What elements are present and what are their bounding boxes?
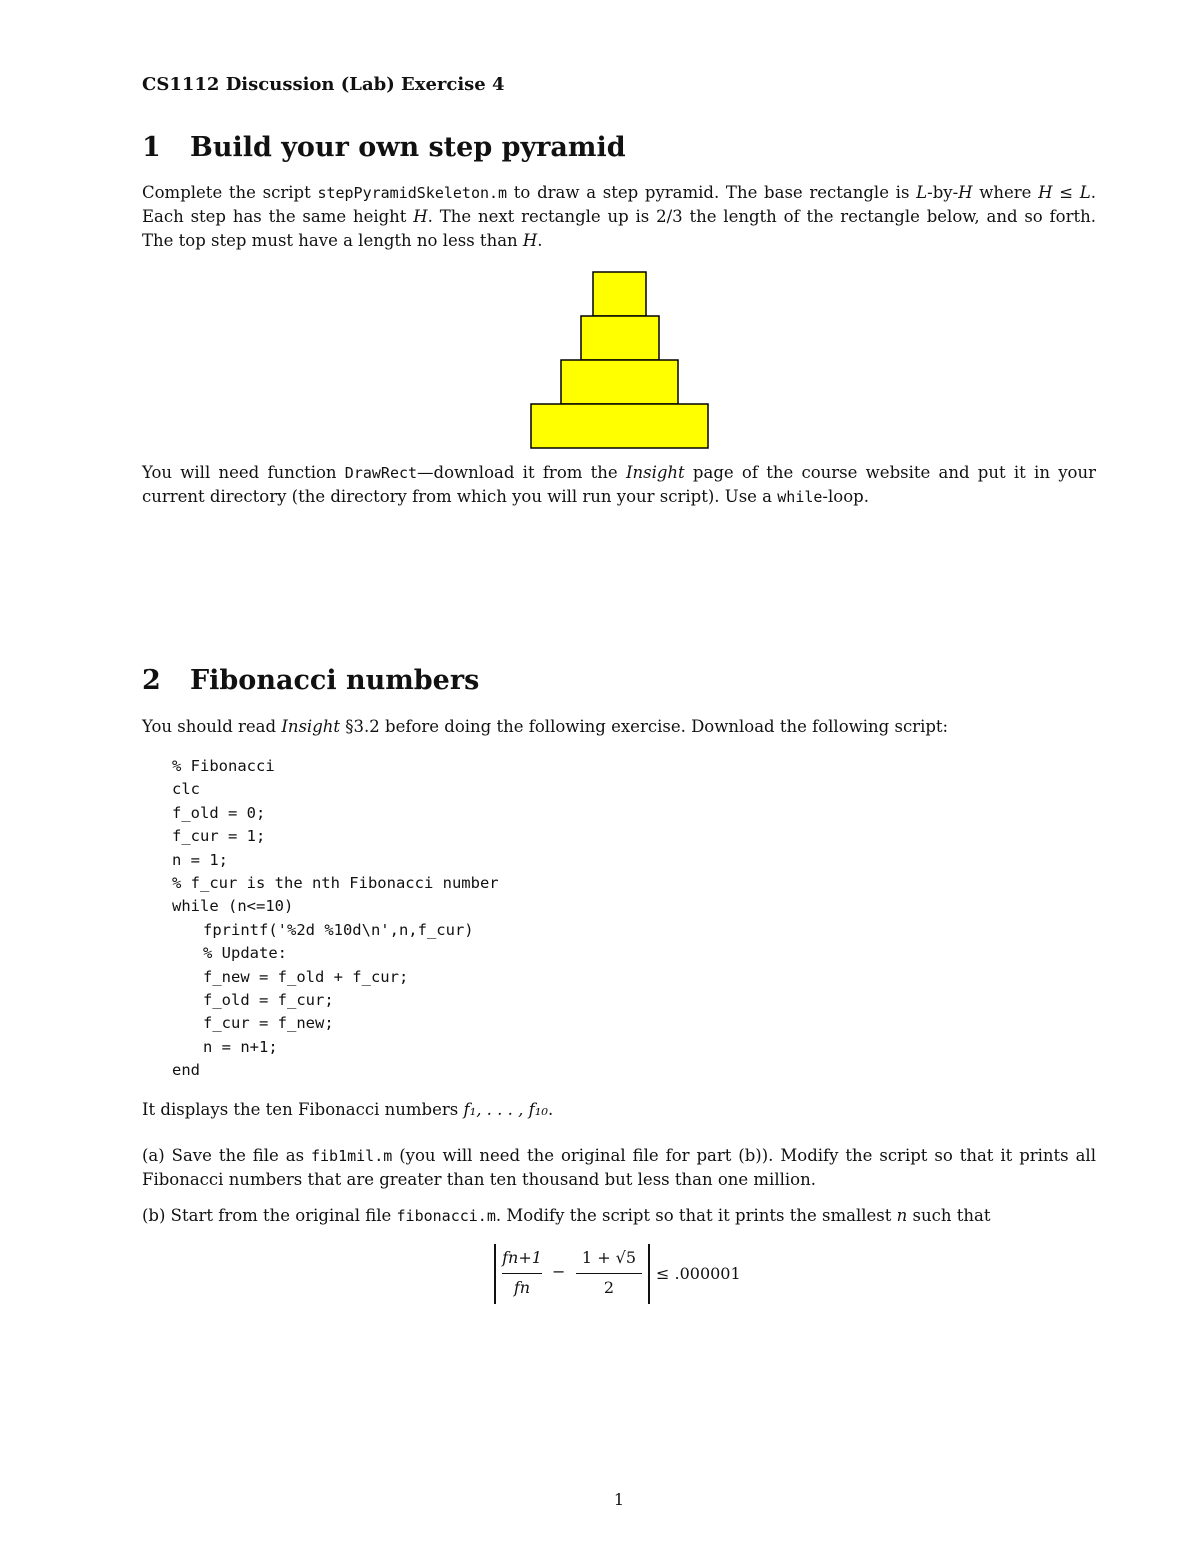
code-line: % Fibonacci: [172, 757, 275, 775]
code-line: n = n+1;: [203, 1037, 278, 1056]
section-1-title: Build your own step pyramid: [190, 132, 626, 163]
section-1-number: 1: [142, 132, 161, 163]
formula-denominator: fn: [513, 1278, 531, 1297]
section-2-number: 2: [142, 665, 161, 696]
code-line: clc: [172, 780, 200, 799]
function-name: DrawRect: [344, 464, 418, 482]
abs-bar-left: [494, 1244, 496, 1304]
code-line: end: [172, 1061, 200, 1080]
pyramid-step-2: [561, 360, 678, 404]
abs-bar-right: [648, 1244, 650, 1304]
code-line: f_old = 0;: [172, 803, 266, 822]
section-2-title: Fibonacci numbers: [190, 665, 480, 696]
code-line: n = 1;: [172, 850, 228, 869]
section-1-outro: You will need function DrawRect—download it from the Insight page of the course website and put it in your current directory (the directory from which you will run your script). Use a while-loop.: [142, 463, 1096, 506]
convergence-formula: [494, 1244, 774, 1308]
fraction-bar: [576, 1273, 642, 1274]
code-line: f_new = f_old + f_cur;: [203, 967, 409, 986]
section-2-intro: You should read Insight §3.2 before doing the following exercise. Download the following script:: [142, 717, 949, 736]
code-line: while (n<=10): [172, 897, 294, 916]
code-line: % f_cur is the nth Fibonacci number: [172, 874, 499, 893]
pyramid-step-1: [531, 404, 708, 448]
pyramid-step-3: [581, 316, 659, 360]
fibonacci-code-block: [172, 755, 499, 1083]
section-1-intro: Complete the script stepPyramidSkeleton.m to draw a step pyramid. The base rectangle is L-by-H where H ≤ L. Each step has the same height H. The next rectangle up is 2/3 the length of the rectangle below, and so forth. The top step must have a length no less than H.: [142, 183, 1096, 250]
code-line: % Update:: [203, 944, 287, 963]
fraction-bar: [502, 1273, 542, 1274]
step-pyramid-figure: [530, 270, 710, 452]
displays-sentence: It displays the ten Fibonacci numbers f₁, . . . , f₁₀.: [142, 1100, 554, 1119]
formula-numerator: fn+1: [502, 1248, 542, 1267]
formula-rhs: ≤ .000001: [656, 1264, 741, 1283]
section-2-heading: [142, 665, 479, 696]
code-line: f_cur = f_new;: [203, 1014, 334, 1033]
section-1-heading: [142, 132, 626, 163]
height-condition: H ≤ L: [1038, 183, 1091, 202]
minus-sign: −: [552, 1262, 566, 1281]
page-number: 1: [613, 1490, 625, 1509]
part-a: (a) Save the file as fib1mil.m (you will need the original file for part (b)). Modify the script so that it prints all Fibonacci numbers that are greater than ten thousand but less than one million.: [142, 1146, 1096, 1189]
code-line: fprintf('%2d %10d\n',n,f_cur): [203, 920, 474, 939]
script-filename: stepPyramidSkeleton.m: [317, 184, 508, 202]
code-line: f_cur = 1;: [172, 827, 266, 846]
golden-ratio-denominator: 2: [603, 1278, 615, 1297]
golden-ratio-numerator: 1 + √5: [581, 1248, 637, 1267]
pyramid-step-4: [593, 272, 646, 316]
document-header: CS1112 Discussion (Lab) Exercise 4: [142, 74, 505, 95]
code-line: f_old = f_cur;: [203, 991, 334, 1010]
part-b: (b) Start from the original file fibonacci.m. Modify the script so that it prints the smallest n such that: [142, 1206, 991, 1225]
